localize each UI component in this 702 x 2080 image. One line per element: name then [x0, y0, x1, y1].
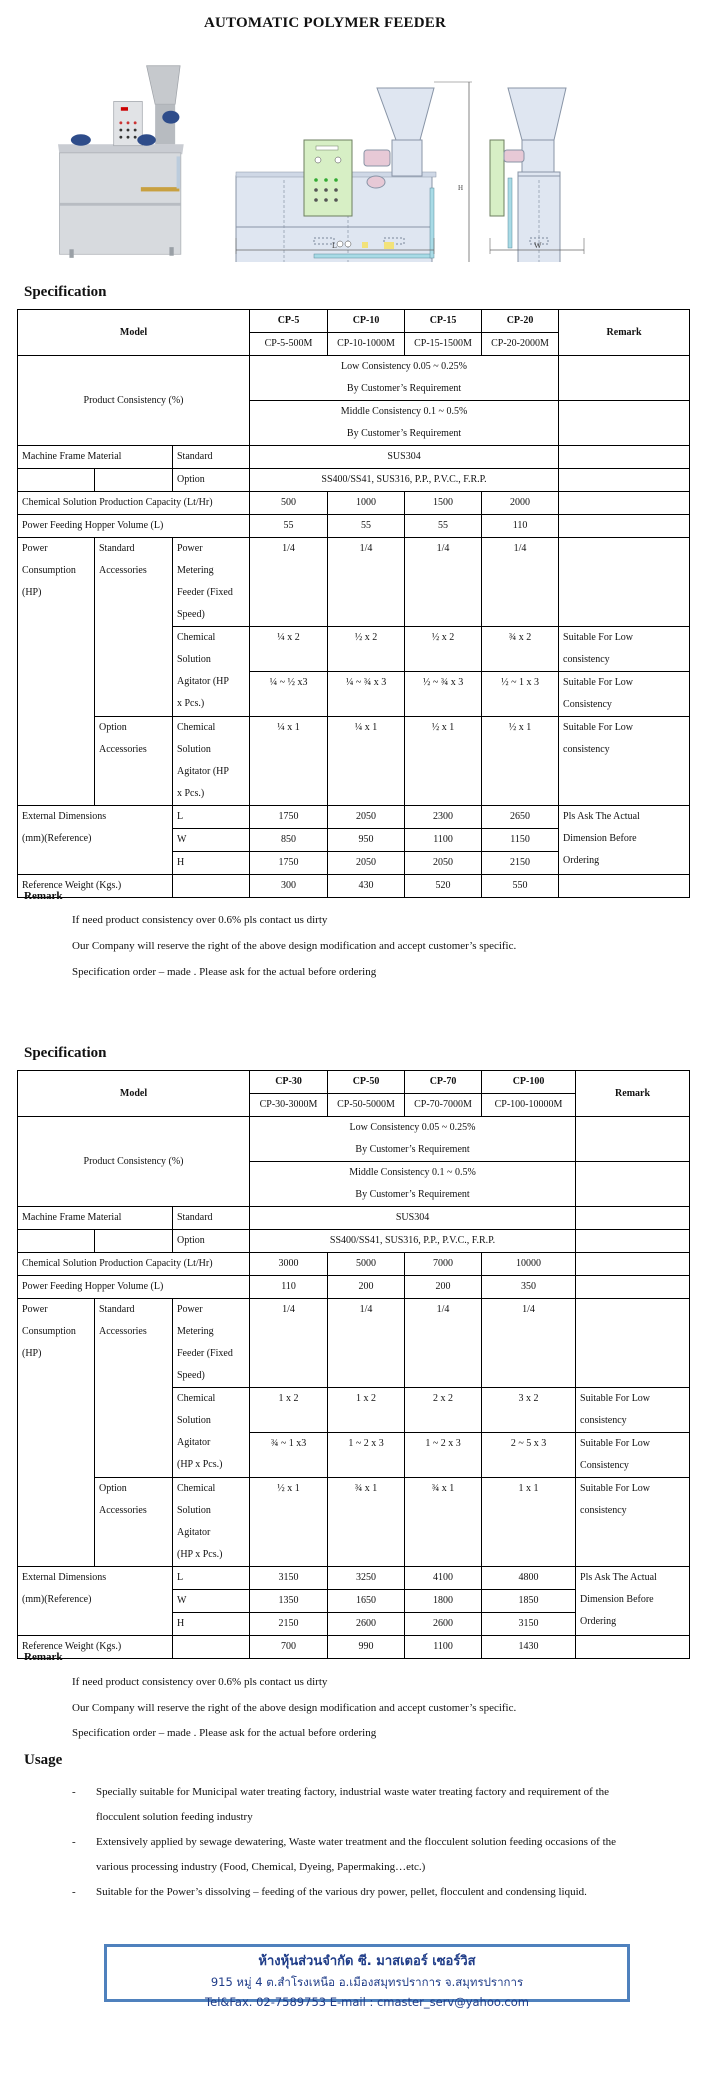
agitator-mid-remark: Suitable For Low Consistency	[559, 672, 690, 717]
option-accessories-label: Option Accessories	[95, 717, 173, 806]
empty-cell	[18, 1230, 95, 1253]
option-agitator-value: ½ x 1	[405, 717, 482, 806]
frame-standard-value: SUS304	[250, 446, 559, 469]
spec2-table	[17, 1070, 690, 1659]
dimension-value: 2650	[482, 806, 559, 829]
submodel-name: CP-100-10000M	[482, 1094, 576, 1117]
dimension-value: 1800	[405, 1590, 482, 1613]
submodel-name: CP-70-7000M	[405, 1094, 482, 1117]
machine-photo	[28, 60, 218, 260]
spec1-section-title: Specification	[24, 284, 107, 300]
frame-standard-label: Standard	[173, 446, 250, 469]
spec1-remark-line: Specification order – made . Please ask for the actual before ordering	[72, 966, 377, 978]
company-name: ห้างหุ้นส่วนจำกัด ซี. มาสเตอร์ เซอร์วิส	[258, 1954, 476, 1969]
feeder-value: 1/4	[250, 1299, 328, 1388]
agitator-label: Chemical Solution Agitator (HP x Pcs.)	[173, 1388, 250, 1478]
power-consumption-label: Power Consumption (HP)	[18, 1299, 95, 1567]
empty-cell	[18, 469, 95, 492]
feeder-value: 1/4	[250, 538, 328, 627]
capacity-value: 3000	[250, 1253, 328, 1276]
dimension-value: 1750	[250, 852, 328, 875]
option-agitator-value: ¾ x 1	[328, 1478, 405, 1567]
dimension-value: 2150	[482, 852, 559, 875]
remark-header: Remark	[576, 1071, 690, 1117]
dimensions-remark: Pls Ask The Actual Dimension Before Ordering	[576, 1567, 690, 1636]
bullet-dash: -	[72, 1836, 76, 1848]
standard-accessories-label: Standard Accessories	[95, 538, 173, 717]
model-header: Model	[18, 1071, 250, 1117]
dimension-axis: H	[173, 852, 250, 875]
width-dimension-label: W	[534, 241, 542, 250]
middle-consistency-text: Middle Consistency 0.1 ~ 0.5%	[340, 406, 468, 417]
feeder-value: 1/4	[482, 538, 559, 627]
weight-value: 700	[250, 1636, 328, 1659]
model-name: CP-30	[250, 1071, 328, 1094]
option-agitator-value: ½ x 1	[482, 717, 559, 806]
dimensions-remark: Pls Ask The Actual Dimension Before Ordering	[559, 806, 690, 875]
submodel-name: CP-15-1500M	[405, 333, 482, 356]
remark-cell	[576, 1253, 690, 1276]
model-name: CP-70	[405, 1071, 482, 1094]
low-consistency-cell	[250, 1117, 576, 1162]
remark-cell	[576, 1636, 690, 1659]
remark-cell	[576, 1299, 690, 1388]
weight-value: 430	[328, 875, 405, 898]
capacity-value: 1000	[328, 492, 405, 515]
remark-cell	[576, 1162, 690, 1207]
spec2-remark-title: Remark	[24, 1651, 63, 1663]
dimension-axis: L	[173, 806, 250, 829]
capacity-value: 2000	[482, 492, 559, 515]
remark-cell	[559, 492, 690, 515]
low-consistency-cell	[250, 356, 559, 401]
weight-value: 550	[482, 875, 559, 898]
dimensions-label: External Dimensions (mm)(Reference)	[18, 1567, 173, 1636]
capacity-value: 5000	[328, 1253, 405, 1276]
spec1-remark-line: Our Company will reserve the right of the above design modification and accept customer’s specific.	[72, 940, 517, 952]
agitator-mid-value: ½ ~ ¾ x 3	[405, 672, 482, 717]
agitator-low-value: ¾ x 2	[482, 627, 559, 672]
agitator-mid-value: ½ ~ 1 x 3	[482, 672, 559, 717]
dimension-value: 1750	[250, 806, 328, 829]
agitator-low-value: 3 x 2	[482, 1388, 576, 1433]
spec2-remark-line: If need product consistency over 0.6% pls contact us dirty	[72, 1676, 328, 1688]
dimension-axis: L	[173, 1567, 250, 1590]
agitator-mid-value: 1 ~ 2 x 3	[405, 1433, 482, 1478]
dimension-value: 2050	[328, 806, 405, 829]
feeder-value: 1/4	[405, 1299, 482, 1388]
option-accessories-label: Option Accessories	[95, 1478, 173, 1567]
agitator-mid-remark: Suitable For Low Consistency	[576, 1433, 690, 1478]
option-agitator-value: ¼ x 1	[250, 717, 328, 806]
model-name: CP-50	[328, 1071, 405, 1094]
feeder-value: 1/4	[482, 1299, 576, 1388]
submodel-name: CP-20-2000M	[482, 333, 559, 356]
option-agitator-remark: Suitable For Low consistency	[559, 717, 690, 806]
weight-value: 520	[405, 875, 482, 898]
submodel-name: CP-10-1000M	[328, 333, 405, 356]
dimension-value: 2300	[405, 806, 482, 829]
dimension-value: 1650	[328, 1590, 405, 1613]
option-agitator-value: ½ x 1	[250, 1478, 328, 1567]
remark-cell	[559, 515, 690, 538]
feeder-value: 1/4	[328, 1299, 405, 1388]
remark-cell	[559, 538, 690, 627]
dimension-value: 2050	[328, 852, 405, 875]
low-consistency-note: By Customer’s Requirement	[346, 383, 462, 394]
feeder-label: Power Metering Feeder (Fixed Speed)	[173, 1299, 250, 1388]
feeder-value: 1/4	[328, 538, 405, 627]
standard-accessories-label: Standard Accessories	[95, 1299, 173, 1478]
middle-consistency-text: Middle Consistency 0.1 ~ 0.5%	[349, 1167, 476, 1178]
remark-cell	[559, 875, 690, 898]
middle-consistency-note: By Customer’s Requirement	[346, 428, 462, 439]
dimension-value: 850	[250, 829, 328, 852]
model-name: CP-15	[405, 310, 482, 333]
agitator-low-value: 1 x 2	[328, 1388, 405, 1433]
option-agitator-label: Chemical Solution Agitator (HP x Pcs.)	[173, 717, 250, 806]
usage-list-item: - Extensively applied by sewage dewatering, Waste water treatment and the flocculent solution feeding occasions of the various processing industry (Food, Chemical, Dyeing, Papermaking…etc.)	[72, 1830, 632, 1880]
frame-option-label: Option	[173, 469, 250, 492]
dimension-axis: H	[173, 1613, 250, 1636]
dimension-value: 4100	[405, 1567, 482, 1590]
remark-cell	[576, 1117, 690, 1162]
agitator-low-remark: Suitable For Low consistency	[559, 627, 690, 672]
bullet-dash: -	[72, 1886, 76, 1898]
low-consistency-text: Low Consistency 0.05 ~ 0.25%	[341, 361, 468, 372]
model-name: CP-5	[250, 310, 328, 333]
option-agitator-remark: Suitable For Low consistency	[576, 1478, 690, 1567]
hopper-label: Power Feeding Hopper Volume (L)	[18, 515, 250, 538]
agitator-mid-value: ¼ ~ ¾ x 3	[328, 672, 405, 717]
agitator-label: Chemical Solution Agitator (HP x Pcs.)	[173, 627, 250, 717]
remark-cell	[576, 1276, 690, 1299]
hopper-value: 110	[482, 515, 559, 538]
remark-cell	[576, 1230, 690, 1253]
spec2-section-title: Specification	[24, 1045, 107, 1061]
weight-value: 990	[328, 1636, 405, 1659]
capacity-label: Chemical Solution Production Capacity (Lt/Hr)	[18, 1253, 250, 1276]
frame-option-value: SS400/SS41, SUS316, P.P., P.V.C., F.R.P.	[250, 469, 559, 492]
remark-cell	[559, 356, 690, 401]
middle-consistency-cell	[250, 401, 559, 446]
model-name: CP-20	[482, 310, 559, 333]
spec1-table	[17, 309, 690, 898]
usage-list-item: - Suitable for the Power’s dissolving – feeding of the various dry power, pellet, flocculent and condensing liquid.	[72, 1880, 632, 1905]
weight-value: 1430	[482, 1636, 576, 1659]
company-address: 915 หมู่ 4 ต.สำโรงเหนือ อ.เมืองสมุทรปราการ จ.สมุทรปราการ	[210, 1975, 524, 1989]
remark-header: Remark	[559, 310, 690, 356]
empty-cell	[173, 875, 250, 898]
low-consistency-text: Low Consistency 0.05 ~ 0.25%	[349, 1122, 476, 1133]
consistency-label: Product Consistency (%)	[18, 1117, 250, 1207]
low-consistency-note: By Customer’s Requirement	[355, 1144, 470, 1155]
page-title: AUTOMATIC POLYMER FEEDER	[203, 15, 447, 31]
bullet-dash: -	[72, 1786, 76, 1798]
dimension-value: 3150	[482, 1613, 576, 1636]
capacity-value: 10000	[482, 1253, 576, 1276]
remark-cell	[559, 446, 690, 469]
spec1-remark-title: Remark	[24, 890, 63, 902]
usage-title: Usage	[24, 1752, 63, 1768]
model-header: Model	[18, 310, 250, 356]
dimension-value: 1850	[482, 1590, 576, 1613]
weight-label: Reference Weight (Kgs.)	[18, 875, 173, 898]
frame-material-label: Machine Frame Material	[18, 446, 173, 469]
feeder-label: Power Metering Feeder (Fixed Speed)	[173, 538, 250, 627]
capacity-value: 500	[250, 492, 328, 515]
frame-option-label: Option	[173, 1230, 250, 1253]
usage-list-item: - Specially suitable for Municipal water treating factory, industrial waste water treating factory and requirement of the flocculent solution feeding industry	[72, 1780, 632, 1830]
height-dimension-label: H	[458, 184, 464, 192]
middle-consistency-note: By Customer’s Requirement	[355, 1189, 470, 1200]
remark-cell	[576, 1207, 690, 1230]
dimension-value: 1150	[482, 829, 559, 852]
dimension-value: 2600	[328, 1613, 405, 1636]
empty-cell	[173, 1636, 250, 1659]
hopper-value: 55	[405, 515, 482, 538]
frame-material-label: Machine Frame Material	[18, 1207, 173, 1230]
dimension-axis: W	[173, 829, 250, 852]
agitator-low-value: ½ x 2	[328, 627, 405, 672]
weight-label: Reference Weight (Kgs.)	[18, 1636, 173, 1659]
frame-standard-value: SUS304	[250, 1207, 576, 1230]
agitator-low-value: 1 x 2	[250, 1388, 328, 1433]
agitator-low-value: 2 x 2	[405, 1388, 482, 1433]
consistency-label: Product Consistency (%)	[18, 356, 250, 446]
hopper-value: 200	[328, 1276, 405, 1299]
model-name: CP-100	[482, 1071, 576, 1094]
dimension-value: 3250	[328, 1567, 405, 1590]
side-view-drawing	[488, 62, 588, 262]
agitator-mid-value: 1 ~ 2 x 3	[328, 1433, 405, 1478]
capacity-value: 7000	[405, 1253, 482, 1276]
feeder-value: 1/4	[405, 538, 482, 627]
agitator-mid-value: ¾ ~ 1 x3	[250, 1433, 328, 1478]
submodel-name: CP-5-500M	[250, 333, 328, 356]
agitator-mid-value: 2 ~ 5 x 3	[482, 1433, 576, 1478]
remark-cell	[559, 401, 690, 446]
option-agitator-value: ¼ x 1	[328, 717, 405, 806]
submodel-name: CP-50-5000M	[328, 1094, 405, 1117]
dimension-value: 2150	[250, 1613, 328, 1636]
empty-cell	[95, 1230, 173, 1253]
spec2-remark-line: Specification order – made . Please ask for the actual before ordering	[72, 1727, 377, 1739]
dimension-value: 2050	[405, 852, 482, 875]
model-name: CP-10	[328, 310, 405, 333]
dimension-value: 2600	[405, 1613, 482, 1636]
dimension-value: 4800	[482, 1567, 576, 1590]
power-consumption-label: Power Consumption (HP)	[18, 538, 95, 806]
hopper-label: Power Feeding Hopper Volume (L)	[18, 1276, 250, 1299]
company-tel-email: Tel&Fax. 02-7589753 E-mail : cmaster_serv@yahoo.com	[205, 1995, 529, 2009]
option-agitator-value: ¾ x 1	[405, 1478, 482, 1567]
hopper-value: 350	[482, 1276, 576, 1299]
empty-cell	[95, 469, 173, 492]
hopper-value: 55	[250, 515, 328, 538]
dimension-value: 1350	[250, 1590, 328, 1613]
frame-standard-label: Standard	[173, 1207, 250, 1230]
capacity-value: 1500	[405, 492, 482, 515]
hopper-value: 200	[405, 1276, 482, 1299]
contact-box	[104, 1944, 630, 2009]
dimension-value: 950	[328, 829, 405, 852]
dimensions-label: External Dimensions (mm)(Reference)	[18, 806, 173, 875]
middle-consistency-cell	[250, 1162, 576, 1207]
dimension-axis: W	[173, 1590, 250, 1613]
weight-value: 300	[250, 875, 328, 898]
frame-option-value: SS400/SS41, SUS316, P.P., P.V.C., F.R.P.	[250, 1230, 576, 1253]
dimension-value: 3150	[250, 1567, 328, 1590]
option-agitator-value: 1 x 1	[482, 1478, 576, 1567]
submodel-name: CP-30-3000M	[250, 1094, 328, 1117]
agitator-low-value: ¼ x 2	[250, 627, 328, 672]
hopper-value: 110	[250, 1276, 328, 1299]
spec1-remark-line: If need product consistency over 0.6% pls contact us dirty	[72, 914, 328, 926]
spec2-remark-line: Our Company will reserve the right of the above design modification and accept customer’s specific.	[72, 1702, 517, 1714]
weight-value: 1100	[405, 1636, 482, 1659]
dimension-value: 1100	[405, 829, 482, 852]
front-view-drawing	[234, 62, 474, 262]
remark-cell	[559, 469, 690, 492]
agitator-low-value: ½ x 2	[405, 627, 482, 672]
capacity-label: Chemical Solution Production Capacity (Lt/Hr)	[18, 492, 250, 515]
hopper-value: 55	[328, 515, 405, 538]
agitator-mid-value: ¼ ~ ½ x3	[250, 672, 328, 717]
length-dimension-label: L	[332, 241, 337, 250]
agitator-low-remark: Suitable For Low consistency	[576, 1388, 690, 1433]
option-agitator-label: Chemical Solution Agitator (HP x Pcs.)	[173, 1478, 250, 1567]
